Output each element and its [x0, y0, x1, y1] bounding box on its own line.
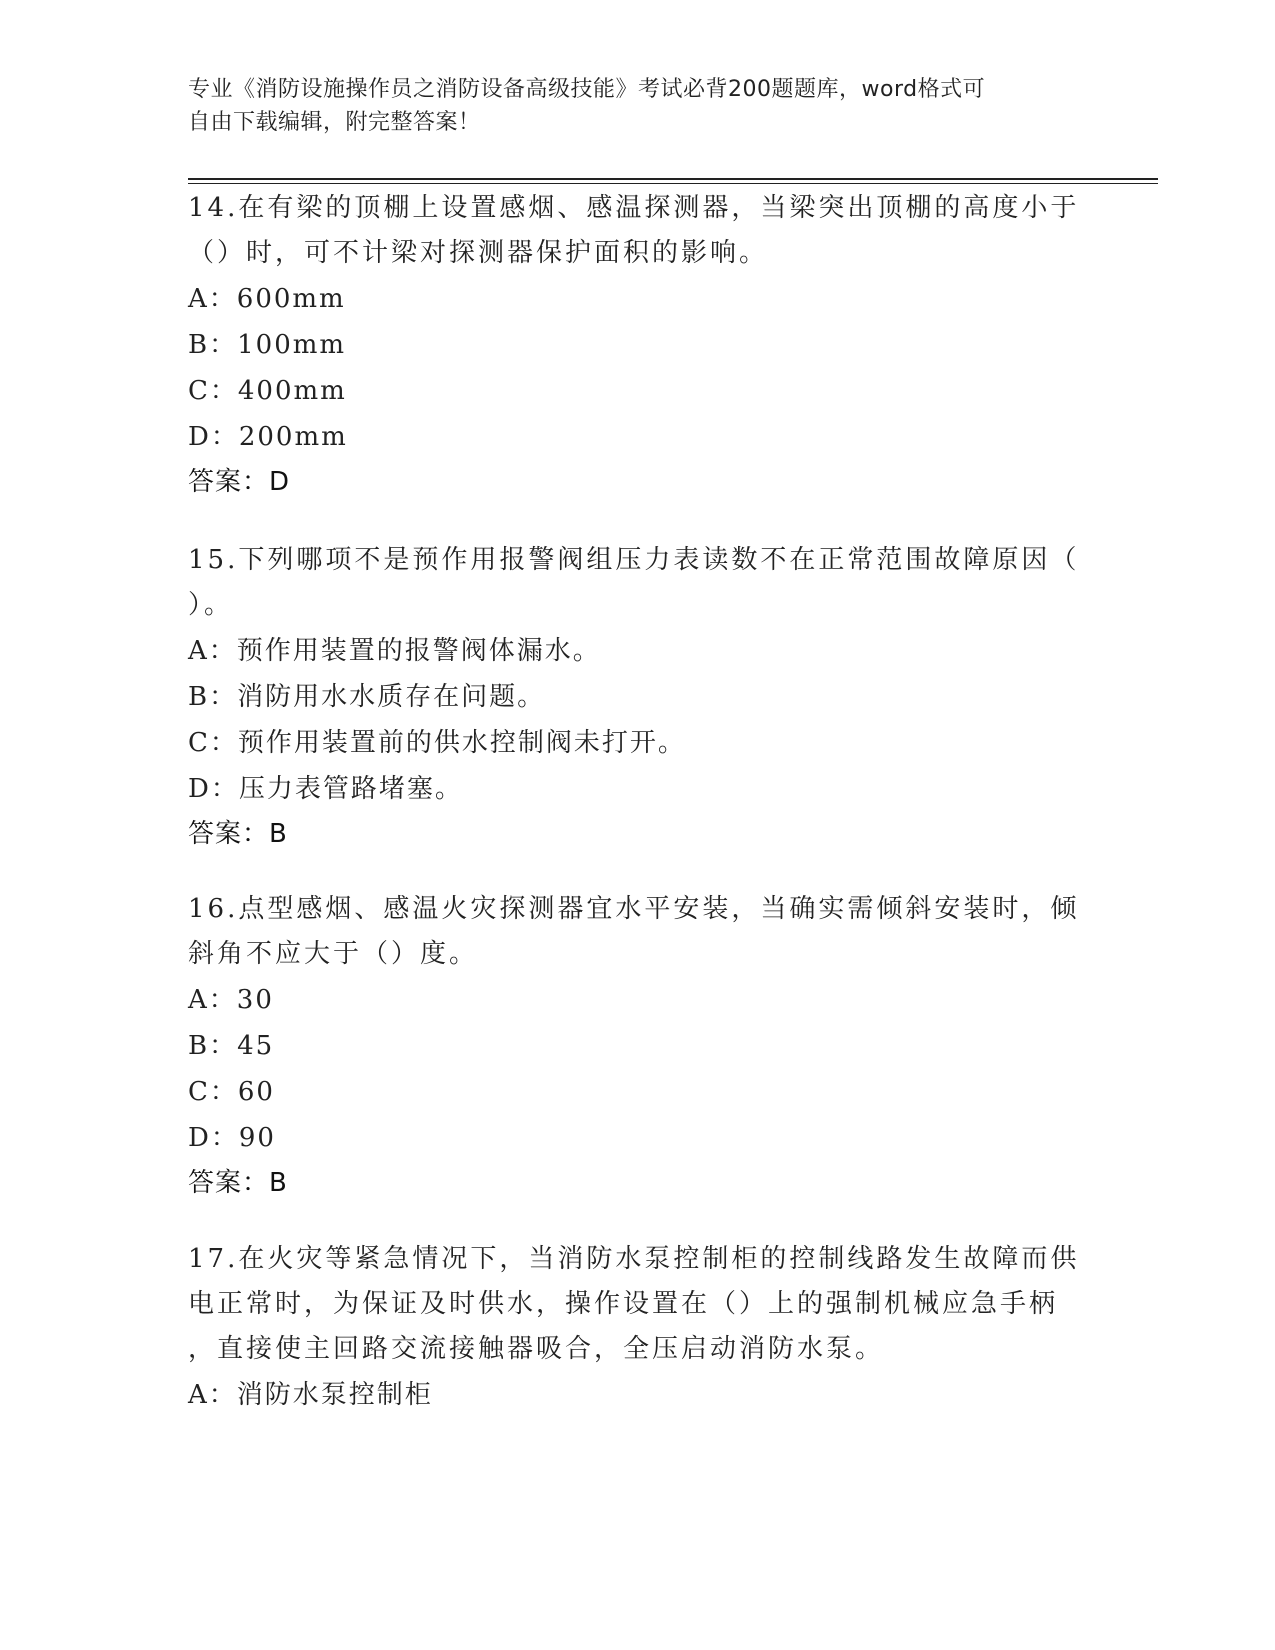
option-c: C：预作用装置前的供水控制阀未打开。	[188, 728, 686, 758]
question-stem	[188, 887, 1088, 977]
question-stem	[188, 186, 1088, 276]
option-d: D：90	[188, 1123, 276, 1153]
header-line-2: 自由下载编辑，附完整答案！	[188, 110, 481, 135]
stem-line: 17.在火灾等紧急情况下，当消防水泵控制柜的控制线路发生故障而供	[188, 1244, 1080, 1274]
option-d: D：压力表管路堵塞。	[188, 774, 463, 804]
header-divider-thin	[188, 183, 1158, 184]
stem-line: 14.在有梁的顶棚上设置感烟、感温探测器，当梁突出顶棚的高度小于	[188, 193, 1080, 223]
option-c: C：400mm	[188, 376, 347, 406]
header-divider-thick	[188, 178, 1158, 180]
option-a: A：30	[188, 985, 274, 1015]
answer-text: 答案：B	[188, 819, 288, 849]
option-b: B：100mm	[188, 330, 347, 360]
stem-line: 电正常时，为保证及时供水，操作设置在（）上的强制机械应急手柄	[188, 1289, 1059, 1319]
question-16	[188, 887, 1088, 1205]
document-header	[188, 73, 1088, 139]
option-c: C：60	[188, 1077, 275, 1107]
answer-text: 答案：B	[188, 1168, 288, 1198]
question-14	[188, 186, 1088, 504]
stem-line: ）。	[188, 590, 234, 620]
question-17	[188, 1237, 1088, 1418]
question-15	[188, 538, 1088, 856]
stem-line: 16.点型感烟、感温火灾探测器宜水平安装，当确实需倾斜安装时，倾	[188, 894, 1080, 924]
question-stem	[188, 1237, 1088, 1372]
option-b: B：消防用水水质存在问题。	[188, 682, 546, 712]
option-a: A：预作用装置的报警阀体漏水。	[188, 636, 601, 666]
header-line-1: 专业《消防设施操作员之消防设备高级技能》考试必背200题题库，word格式可	[188, 77, 986, 102]
stem-line: （）时，可不计梁对探测器保护面积的影响。	[188, 238, 769, 268]
option-a: A：600mm	[188, 284, 346, 314]
stem-line: 15.下列哪项不是预作用报警阀组压力表读数不在正常范围故障原因（	[188, 545, 1080, 575]
option-b: B：45	[188, 1031, 275, 1061]
answer-text: 答案：D	[188, 467, 291, 497]
stem-line: 斜角不应大于（）度。	[188, 939, 479, 969]
option-a: A：消防水泵控制柜	[188, 1380, 433, 1410]
stem-line: ，直接使主回路交流接触器吸合，全压启动消防水泵。	[188, 1334, 885, 1364]
question-stem	[188, 538, 1088, 628]
option-d: D：200mm	[188, 422, 348, 452]
